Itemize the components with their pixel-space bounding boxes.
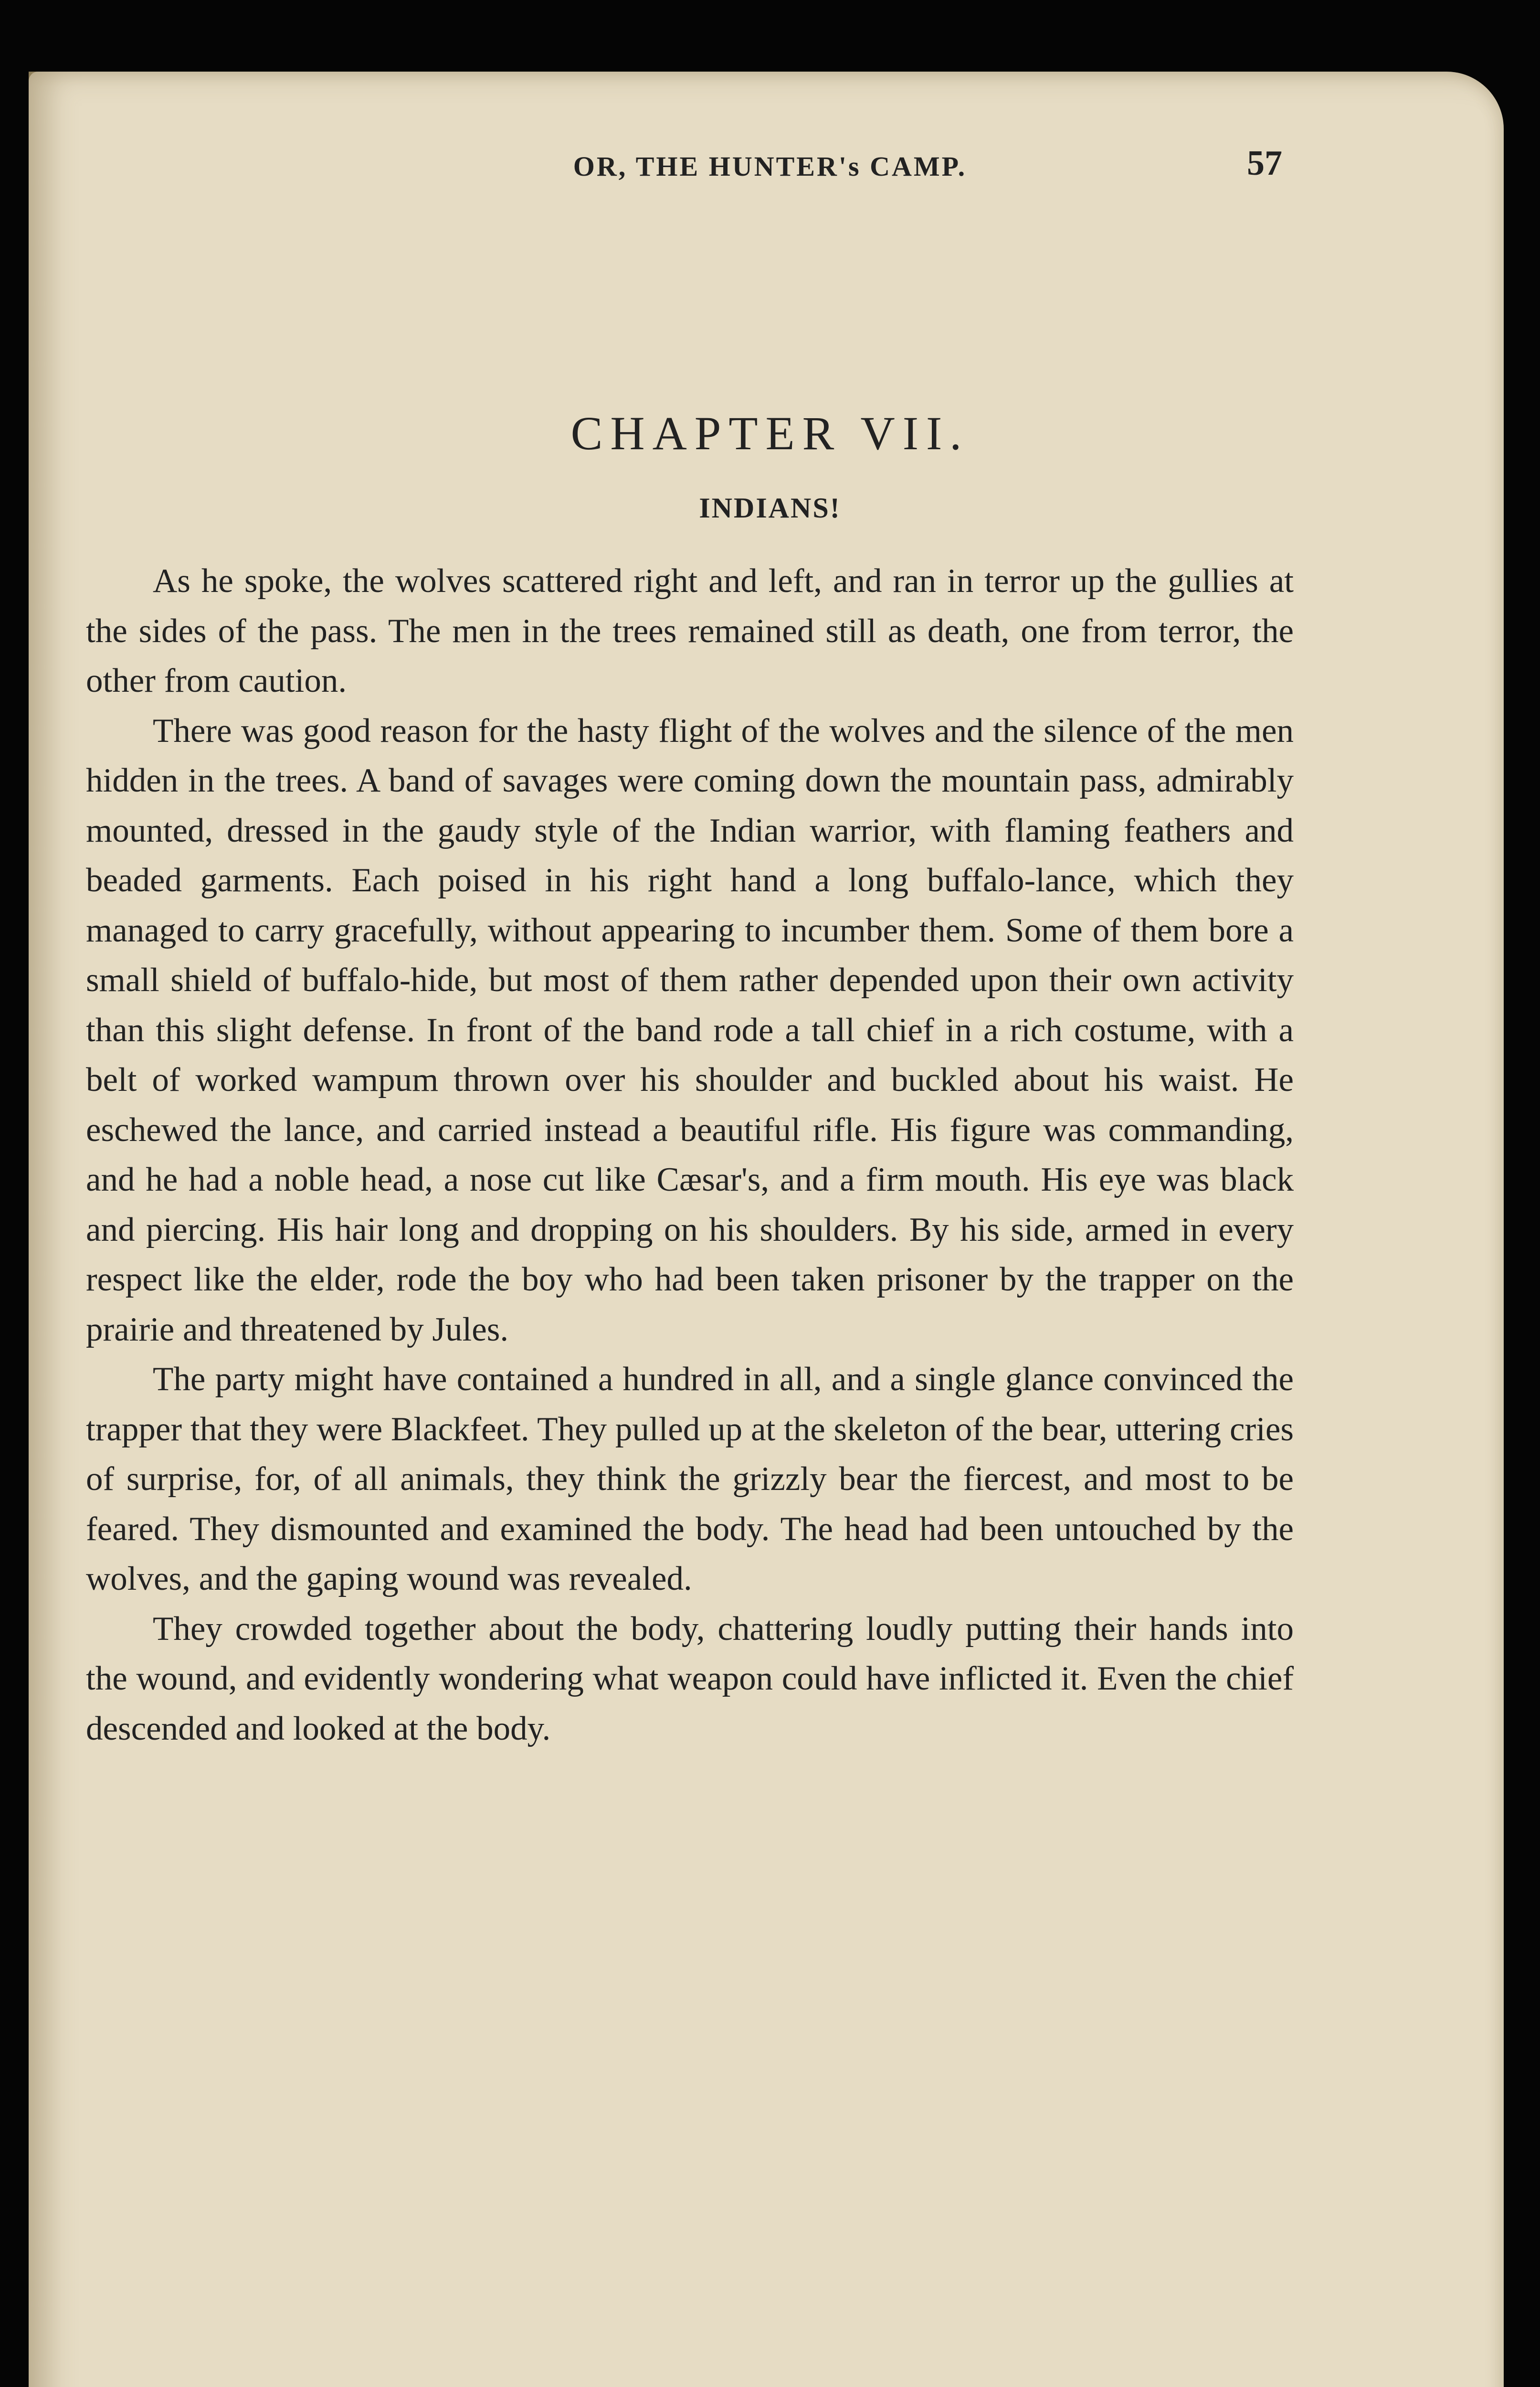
paragraph: As he spoke, the wolves scattered right and left, and ran in terror up the gullies at the sides of the pass. The men in the trees remained still as death, one from terror, the other from caution. xyxy=(86,562,1294,699)
chapter-title: CHAPTER VII. xyxy=(570,407,970,460)
chapter-subtitle: INDIANS! xyxy=(699,492,841,524)
running-head: OR, THE HUNTER's CAMP. xyxy=(573,151,967,182)
paragraph: The party might have contained a hundred in all, and a single glance convinced the trapper that they were Blackfeet. They pulled up at the skeleton of the bear, uttering cries of surprise, for, of all animals, they think the grizzly bear the fiercest, and most to be feared. They dismounted and examined the body. The head had been untouched by the wolves, and the gaping wound was revealed. xyxy=(86,1361,1294,1597)
paragraph: There was good reason for the hasty flight of the wolves and the silence of the men hidden in the trees. A band of savages were coming down the mountain pass, admirably mounted, dressed in the gaudy style of the Indian warrior, with flaming feathers and beaded garments. Each poised in his right hand a long buffalo-lance, which they managed to carry gracefully, without appearing to incumber them. Some of them bore a small shield of buffalo-hide, but most of them rather depended upon their own activity than this slight defense. In front of the band rode a tall chief in a rich costume, with a belt of worked wampum thrown over his shoulder and buckled about his waist. He eschewed the lance, and carried instead a beautiful rifle. His figure was commanding, and he had a noble head, a nose cut like Cæsar's, and a firm mouth. His eye was black and piercing. His hair long and dropping on his shoulders. By his side, armed in every respect like the elder, rode the boy who had been taken prisoner by the trapper on the prairie and threatened by Jules. xyxy=(86,712,1294,1348)
paragraph: They crowded together about the body, chattering loudly putting their hands into the wound, and evidently wondering what weapon could have inflicted it. Even the chief descended and looked at the body. xyxy=(86,1610,1294,1747)
page-number: 57 xyxy=(1247,144,1282,183)
page-header xyxy=(0,143,1540,196)
body-text xyxy=(86,556,1294,1753)
